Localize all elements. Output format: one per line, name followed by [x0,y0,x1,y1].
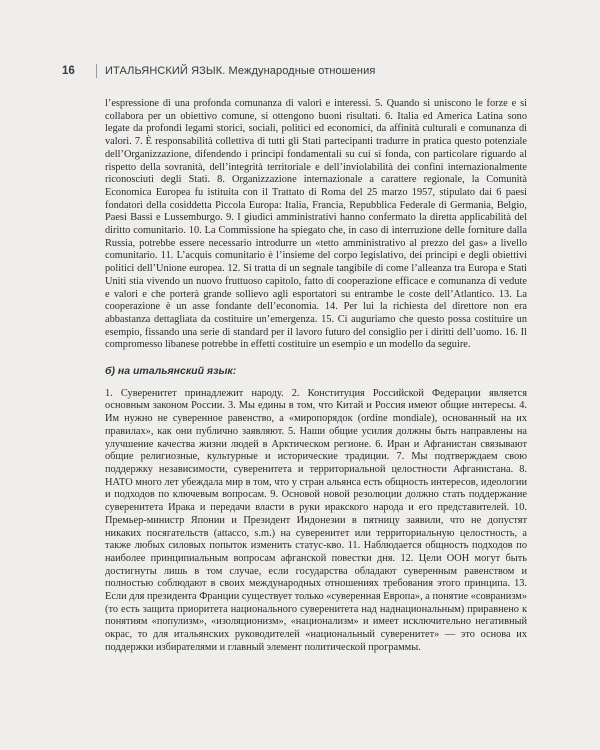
russian-exercise-paragraph: 1. Суверенитет принадлежит народу. 2. Конституция Российской Федерации является основным законом России. 3. Мы едины в том, что Китай и Россия имеют общие интересы. 4. Им нужно не суверенное равенство, а «миропорядок (ordine mondiale), основанный на их правилах», как они публично заявляют. 5. Наши общие усилия должны быть направлены на улучшение качества жизни людей в Арктическом регионе. 6. Иран и Афганистан связывают общие религиозные, культурные и исторические традиции. 7. Мы подтверждаем свою поддержку независимости, суверенитета и территориальной целостности Афганистана. 8. НАТО много лет убеждала мир в том, что у стран альянса есть общность интересов, идеологии и подходов по ключевым вопросам. 9. Основой новой резолюции должно стать поддержание суверенитета Ирака и передачи власти в руки иракского народа и его представителей. 10. Премьер-министр Японии и Президент Индонезии в пятницу заявили, что не допустят никаких посягательств (attacco, s.m.) на суверенитет или территориальную целостность, а также любых силовых попыток изменить статус-кво. 11. Наблюдается общность подходов по наиболее принципиальным вопросам афганской повестки дня. 12. Цели ООН могут быть достигнуты лишь в том случае, если государства обладают суверенным равенством и полностью соблюдают в своих международных отношениях требования этого принципа. 13. Если для президента Франции существует только «суверенная Европа», а понятие «совранизм» (то есть защита приоритета национального суверенитета над наднациональным) приравнено к понятиям «популизм», «изоляционизм», «национализм» и имеет исключительно негативный окрас, то для итальянских руководителей «национальный суверенитет» — это основа их поддержки избирателями и главный элемент политической программы. [105,387,527,653]
header-divider [96,64,97,78]
running-header [62,63,560,79]
running-title: ИТАЛЬЯНСКИЙ ЯЗЫК. Международные отношения [105,65,376,77]
section-b-heading: б) на итальянский язык: [105,365,237,378]
italian-exercise-paragraph: l’espressione di una profonda comunanza di valori e interessi. 5. Quando si uniscono le forze e si collabora per un obiettivo comune, si ottengono buoni risultati. 6. Italia ed America Latina sono legate da profondi legami storici, sociali, politici ed economici, da affinità culturali e comunanza di valori. 7. È responsabilità collettiva di tutti gli Stati partecipanti tradurre in pratica questo potenziale dell’Organizzazione, difendendo i principi fondamentali su cui si fonda, con particolare riguardo al rispetto della sovranità, dell’integrità territoriale e dell’inviolabilità dei confini internazionalmente riconosciuti degli Stati. 8. Organizzazione internazionale a carattere regionale, la Comunità Economica Europea fu istituita con il Trattato di Roma del 25 marzo 1957, stipulato dai 6 paesi fondatori della cosiddetta Piccola Europa: Italia, Francia, Repubblica Federale di Germania, Belgio, Paesi Bassi e Lussemburgo. 9. I giudici amministrativi hanno confermato la diretta applicabilità del diritto comunitario. 10. La Commissione ha spiegato che, in caso di interruzione delle forniture dalla Russia, potrebbe essere necessario introdurre un «tetto amministrativo al prezzo del gas» a livello comunitario. 11. L’acquis comunitario è l’insieme del corpo legislativo, dei principi e degli obiettivi politici dell’Unione europea. 12. Si tratta di un segnale tangibile di come l’alleanza tra Europa e Stati Uniti stia vivendo un nuovo fruttuoso capitolo, fatto di cooperazione efficace e comunanza di vedute e valori e che porterà grande sollievo agli esportatori su entrambe le coste dell’Atlantico. 13. La cooperazione è un asse fondante dell’economia. 14. Per lui la richiesta del direttore non era abbastanza dettagliata da costituire un’emergenza. 15. Ci auguriamo che questo possa costituire un esempio, fissando una serie di standard per il lavoro futuro del consiglio per i diritti dell’uomo. 16. Il compromesso libanese potrebbe in effetti costituire un esempio e un modello da seguire. [105,98,527,351]
page-body [105,98,527,655]
page-number: 16 [62,65,75,77]
